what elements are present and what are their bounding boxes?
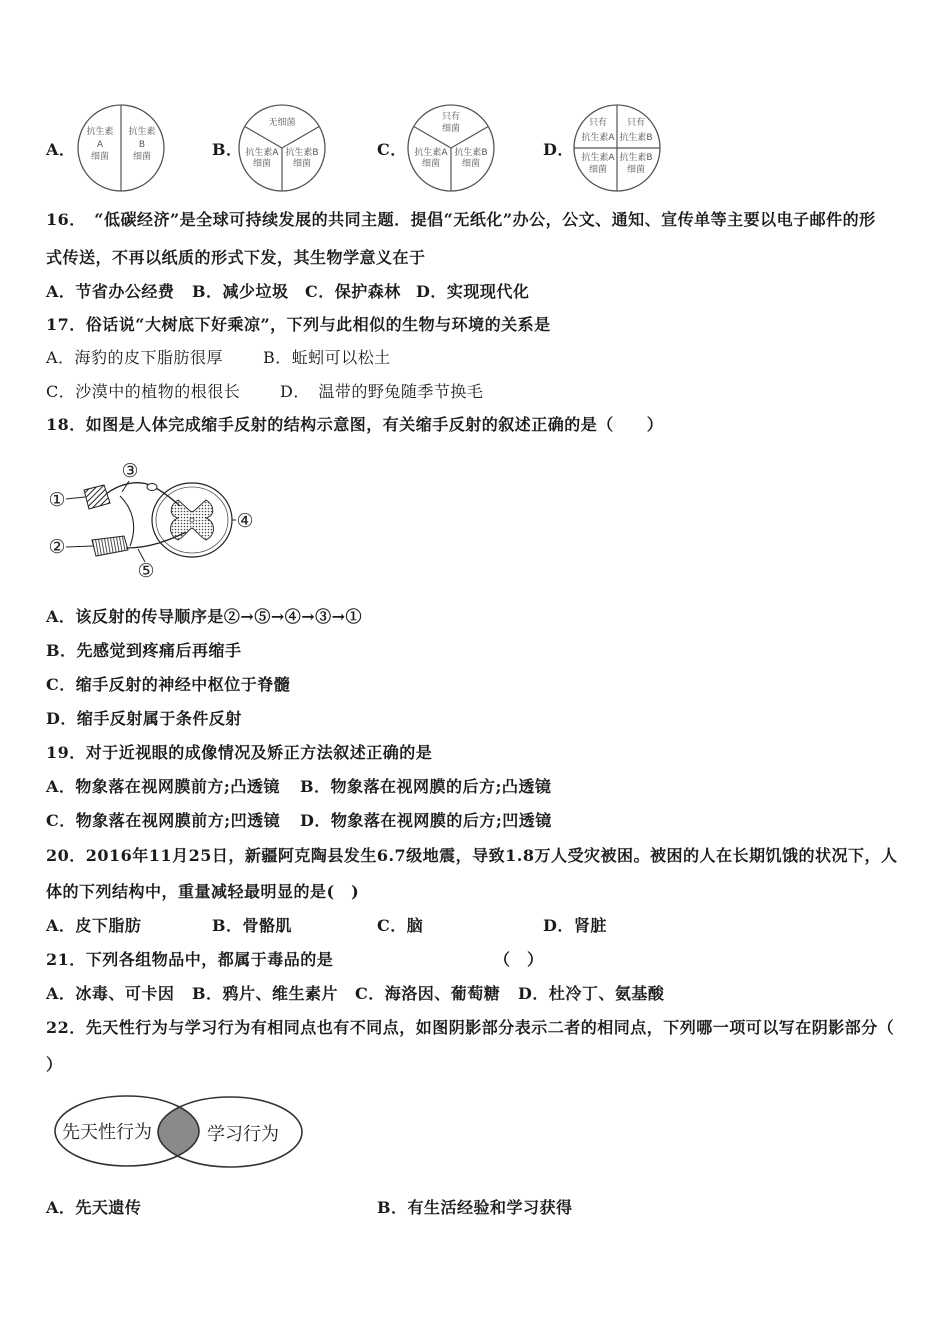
q22-stem-line-2: ） [46, 1055, 63, 1074]
q19-option-c: C．物象落在视网膜前方;凹透镜 [46, 811, 281, 830]
petri-dish-a [78, 105, 164, 191]
petri-dish-c [408, 105, 494, 191]
dish-c-left-text: 抗生素A [414, 148, 448, 158]
q16-option-a: A．节省办公经费 [46, 282, 175, 301]
dish-b-left-text: 抗生素A [245, 148, 279, 158]
q17-option-d: D． 温带的野兔随季节换毛 [280, 382, 484, 401]
dish-d-bottom-left-text: 抗生素A [581, 153, 615, 163]
q18-option-d: D．缩手反射属于条件反射 [46, 709, 242, 728]
q19-option-b: B．物象落在视网膜的后方;凸透镜 [300, 777, 552, 796]
pointer-line-3 [122, 481, 129, 492]
q15-option-a-label: A． [46, 140, 76, 159]
reflex-arc-diagram [40, 455, 260, 585]
dish-a-right-text: 细菌 [132, 152, 152, 162]
dish-c-top-text: 只有 [441, 112, 461, 122]
dish-c-left-text: 细菌 [421, 159, 441, 169]
q20-option-c: C．脑 [377, 916, 424, 935]
q20-stem-line-2: 体的下列结构中，重量减轻最明显的是( ) [46, 882, 360, 901]
petri-dish-d [574, 105, 660, 191]
pointer-line-1 [66, 497, 85, 499]
effector-muscle [92, 536, 128, 556]
reflex-label-4: ④ [236, 510, 254, 532]
q15-option-b-label: B． [212, 140, 243, 159]
q16-option-b: B．减少垃圾 [192, 282, 289, 301]
dish-d-bottom-right-text: 细菌 [626, 165, 646, 175]
q22-option-b: B．有生活经验和学习获得 [377, 1198, 573, 1217]
q22-stem-line-1: 22．先天性行为与学习行为有相同点也有不同点，如图阴影部分表示二者的相同点，下列哪一项可以写在阴影部分（ [46, 1018, 895, 1037]
dish-b-left-text: 细菌 [252, 159, 272, 169]
reflex-label-5: ⑤ [137, 560, 155, 582]
q16-stem-line-2: 式传送，不再以纸质的形式下发，其生物学意义在于 [46, 248, 426, 267]
dish-a-right-text: 抗生素 [128, 127, 156, 137]
q19-option-a: A．物象落在视网膜前方;凸透镜 [46, 777, 280, 796]
dish-c-right-text: 细菌 [461, 159, 481, 169]
dish-d-top-left-text: 抗生素A [581, 133, 615, 143]
q22-option-a: A．先天遗传 [46, 1198, 142, 1217]
reflex-label-2: ② [48, 536, 66, 558]
dish-d-bottom-right-text: 抗生素B [619, 153, 653, 163]
dish-b-right-text: 抗生素B [285, 148, 319, 158]
q21-answer-blank: （ ） [494, 950, 544, 969]
q18-option-c: C．缩手反射的神经中枢位于脊髓 [46, 675, 291, 694]
q15-option-d-label: D． [543, 140, 574, 159]
q20-option-d: D．肾脏 [543, 916, 607, 935]
reflex-label-3: ③ [121, 460, 139, 482]
dish-a-right-text: B [138, 140, 146, 150]
q19-stem: 19．对于近视眼的成像情况及矫正方法叙述正确的是 [46, 743, 433, 762]
receptor-skin [84, 485, 110, 509]
dish-a-left-text: 抗生素 [86, 127, 114, 137]
q16-option-c: C．保护森林 [305, 282, 401, 301]
dorsal-root-ganglion [147, 484, 157, 491]
dish-c-right-text: 抗生素B [454, 148, 488, 158]
q16-stem-line-1: 16． “低碳经济”是全球可持续发展的共同主题．提倡“无纸化”办公，公文、通知、宣传单等主要以电子邮件的形 [46, 210, 876, 229]
dish-b-divider [282, 127, 319, 149]
q18-option-b: B．先感觉到疼痛后再缩手 [46, 641, 242, 660]
dish-b-divider [245, 127, 282, 149]
petri-dish-b [239, 105, 325, 191]
q15-option-c-label: C． [377, 140, 407, 159]
q21-stem: 21．下列各组物品中，都属于毒品的是 [46, 950, 334, 969]
dish-d-top-right-text: 只有 [626, 118, 646, 128]
q17-option-b: B．蚯蚓可以松土 [263, 348, 391, 367]
dish-a-left-text: 细菌 [90, 152, 110, 162]
q20-option-b: B．骨骼肌 [212, 916, 293, 935]
q21-option-c: C．海洛因、葡萄糖 [355, 984, 501, 1003]
dish-d-top-right-text: 抗生素B [619, 133, 653, 143]
dish-a-left-text: A [96, 140, 104, 150]
q17-option-c: C．沙漠中的植物的根很长 [46, 382, 241, 401]
q18-stem: 18．如图是人体完成缩手反射的结构示意图，有关缩手反射的叙述正确的是（ ） [46, 415, 664, 434]
dish-d-top-left-text: 只有 [588, 118, 608, 128]
q20-option-a: A．皮下脂肪 [46, 916, 142, 935]
dish-d-bottom-left-text: 细菌 [588, 165, 608, 175]
q21-option-d: D．杜冷丁、氨基酸 [518, 984, 665, 1003]
venn-left-label: 先天性行为 [62, 1122, 152, 1143]
dish-b-right-text: 细菌 [292, 159, 312, 169]
q17-stem: 17．俗话说“大树底下好乘凉”，下列与此相似的生物与环境的关系是 [46, 315, 551, 334]
behavior-venn-diagram [50, 1090, 310, 1174]
central-canal [190, 518, 194, 522]
pointer-line-2 [66, 546, 93, 547]
q21-option-b: B．鸦片、维生素片 [192, 984, 339, 1003]
reflex-label-1: ① [48, 489, 66, 511]
q16-option-d: D．实现现代化 [416, 282, 530, 301]
q20-stem-line-1: 20．2016年11月25日，新疆阿克陶县发生6.7级地震，导致1.8万人受灾被困。被困的人在长期饥饿的状况下，人 [46, 846, 898, 865]
q15-petri-dish-diagrams [70, 100, 670, 196]
q19-option-d: D．物象落在视网膜的后方;凹透镜 [300, 811, 552, 830]
venn-right-label: 学习行为 [207, 1124, 279, 1145]
dish-b-top-text: 无细菌 [268, 118, 296, 128]
q17-option-a: A．海豹的皮下脂肪很厚 [46, 348, 224, 367]
q18-option-a: A．该反射的传导顺序是②→⑤→④→③→① [46, 607, 363, 626]
q21-option-a: A．冰毒、可卡因 [46, 984, 175, 1003]
dish-c-top-text: 细菌 [441, 124, 461, 134]
